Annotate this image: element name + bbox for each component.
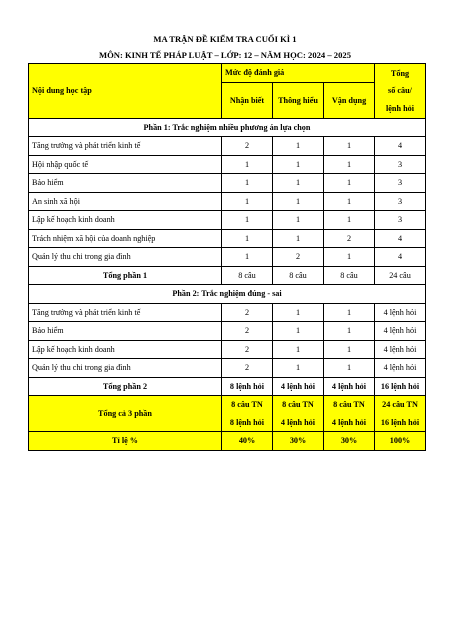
row-total: 4 [375, 248, 426, 267]
row-vd: 2 [324, 229, 375, 248]
table-row [29, 303, 426, 322]
grand-total-label: Tổng cả 3 phần [29, 396, 222, 432]
ratio-row [29, 432, 426, 451]
row-total: 3 [375, 155, 426, 174]
row-total: 4 lệnh hỏi [375, 359, 426, 378]
row-th: 1 [273, 359, 324, 378]
row-th: 1 [273, 322, 324, 341]
table-row [29, 248, 426, 267]
row-vd: 1 [324, 155, 375, 174]
row-vd: 1 [324, 322, 375, 341]
part1-title: Phần 1: Trắc nghiệm nhiều phương án lựa chọn [29, 118, 426, 137]
row-total: 4 lệnh hỏi [375, 303, 426, 322]
grand-nb-line2: 8 lệnh hỏi [229, 417, 265, 427]
header-thong-hieu: Thông hiểu [273, 82, 324, 118]
grand-vd-line2: 4 lệnh hỏi [331, 417, 367, 427]
header-total-line3: lệnh hỏi [386, 103, 414, 113]
row-label: Quản lý thu chi trong gia đình [29, 359, 222, 378]
row-label: Lập kế hoạch kinh doanh [29, 340, 222, 359]
ratio-total: 100% [375, 432, 426, 451]
row-vd: 1 [324, 248, 375, 267]
row-vd: 1 [324, 192, 375, 211]
table-row [29, 229, 426, 248]
part2-title: Phần 2: Trắc nghiệm đúng - sai [29, 285, 426, 304]
row-nb: 1 [222, 248, 273, 267]
row-th: 1 [273, 137, 324, 156]
header-level: Mức độ đánh giá [222, 64, 375, 83]
header-total [375, 64, 426, 119]
table-row [29, 137, 426, 156]
row-total: 4 [375, 137, 426, 156]
row-vd: 1 [324, 303, 375, 322]
table-row [29, 174, 426, 193]
row-label: Tăng trưởng và phát triển kinh tế [29, 303, 222, 322]
part2-sum-th: 4 lệnh hỏi [273, 377, 324, 396]
row-nb: 2 [222, 340, 273, 359]
part1-sum-total: 24 câu [375, 266, 426, 285]
row-nb: 1 [222, 211, 273, 230]
row-th: 1 [273, 229, 324, 248]
row-th: 1 [273, 211, 324, 230]
grand-vd-line1: 8 câu TN [333, 400, 365, 409]
row-th: 1 [273, 155, 324, 174]
row-label: Lập kế hoạch kinh doanh [29, 211, 222, 230]
table-row [29, 211, 426, 230]
row-nb: 1 [222, 155, 273, 174]
grand-total-total [375, 396, 426, 432]
row-th: 1 [273, 340, 324, 359]
row-label: An sinh xã hội [29, 192, 222, 211]
row-th: 1 [273, 174, 324, 193]
header-content: Nội dung học tập [29, 64, 222, 119]
row-nb: 2 [222, 303, 273, 322]
grand-total-th [273, 396, 324, 432]
grand-th-line1: 8 câu TN [282, 400, 314, 409]
ratio-th: 30% [273, 432, 324, 451]
ratio-vd: 30% [324, 432, 375, 451]
row-total: 4 [375, 229, 426, 248]
table-row [29, 155, 426, 174]
table-row [29, 322, 426, 341]
row-label: Bảo hiểm [29, 174, 222, 193]
row-vd: 1 [324, 340, 375, 359]
part1-sum-th: 8 câu [273, 266, 324, 285]
row-vd: 1 [324, 137, 375, 156]
part2-sum-nb: 8 lệnh hỏi [222, 377, 273, 396]
grand-total-row [29, 396, 426, 432]
document-title: MA TRẬN ĐỀ KIỂM TRA CUỐI KÌ 1 [153, 34, 297, 44]
table-row [29, 340, 426, 359]
row-nb: 1 [222, 192, 273, 211]
row-total: 3 [375, 192, 426, 211]
row-label: Bảo hiểm [29, 322, 222, 341]
grand-total-line1: 24 câu TN [382, 400, 418, 409]
grand-total-vd [324, 396, 375, 432]
row-total: 3 [375, 174, 426, 193]
grand-th-line2: 4 lệnh hỏi [280, 417, 316, 427]
row-total: 3 [375, 211, 426, 230]
row-nb: 2 [222, 322, 273, 341]
row-label: Trách nhiệm xã hội của doanh nghiệp [29, 229, 222, 248]
part1-sum-label: Tổng phần 1 [29, 266, 222, 285]
part2-sum-vd: 4 lệnh hỏi [324, 377, 375, 396]
ratio-label: Tỉ lệ % [29, 432, 222, 451]
document-subtitle: MÔN: KINH TẾ PHÁP LUẬT – LỚP: 12 – NĂM HỌC: 2024 – 2025 [98, 50, 351, 60]
row-vd: 1 [324, 359, 375, 378]
row-total: 4 lệnh hỏi [375, 340, 426, 359]
grand-total-nb [222, 396, 273, 432]
row-label: Tăng trưởng và phát triển kinh tế [29, 137, 222, 156]
grand-total-line2: 16 lệnh hỏi [380, 417, 420, 427]
part2-sum-total: 16 lệnh hỏi [375, 377, 426, 396]
row-label: Quản lý thu chi trong gia đình [29, 248, 222, 267]
row-nb: 1 [222, 229, 273, 248]
row-th: 2 [273, 248, 324, 267]
table-row [29, 192, 426, 211]
part2-sum-row [29, 377, 426, 396]
table-row [29, 359, 426, 378]
part1-sum-row [29, 266, 426, 285]
header-nhan-biet: Nhận biết [222, 82, 273, 118]
row-vd: 1 [324, 174, 375, 193]
row-nb: 2 [222, 359, 273, 378]
row-nb: 1 [222, 174, 273, 193]
ratio-nb: 40% [222, 432, 273, 451]
assessment-matrix-table [28, 63, 426, 451]
header-total-line1: Tổng [390, 68, 410, 78]
row-label: Hội nhập quốc tế [29, 155, 222, 174]
row-nb: 2 [222, 137, 273, 156]
header-total-line2: số câu/ [388, 86, 412, 95]
row-th: 1 [273, 303, 324, 322]
header-van-dung: Vận dụng [324, 82, 375, 118]
grand-nb-line1: 8 câu TN [231, 400, 263, 409]
row-total: 4 lệnh hỏi [375, 322, 426, 341]
row-vd: 1 [324, 211, 375, 230]
row-th: 1 [273, 192, 324, 211]
part1-sum-vd: 8 câu [324, 266, 375, 285]
part1-sum-nb: 8 câu [222, 266, 273, 285]
part2-sum-label: Tổng phần 2 [29, 377, 222, 396]
